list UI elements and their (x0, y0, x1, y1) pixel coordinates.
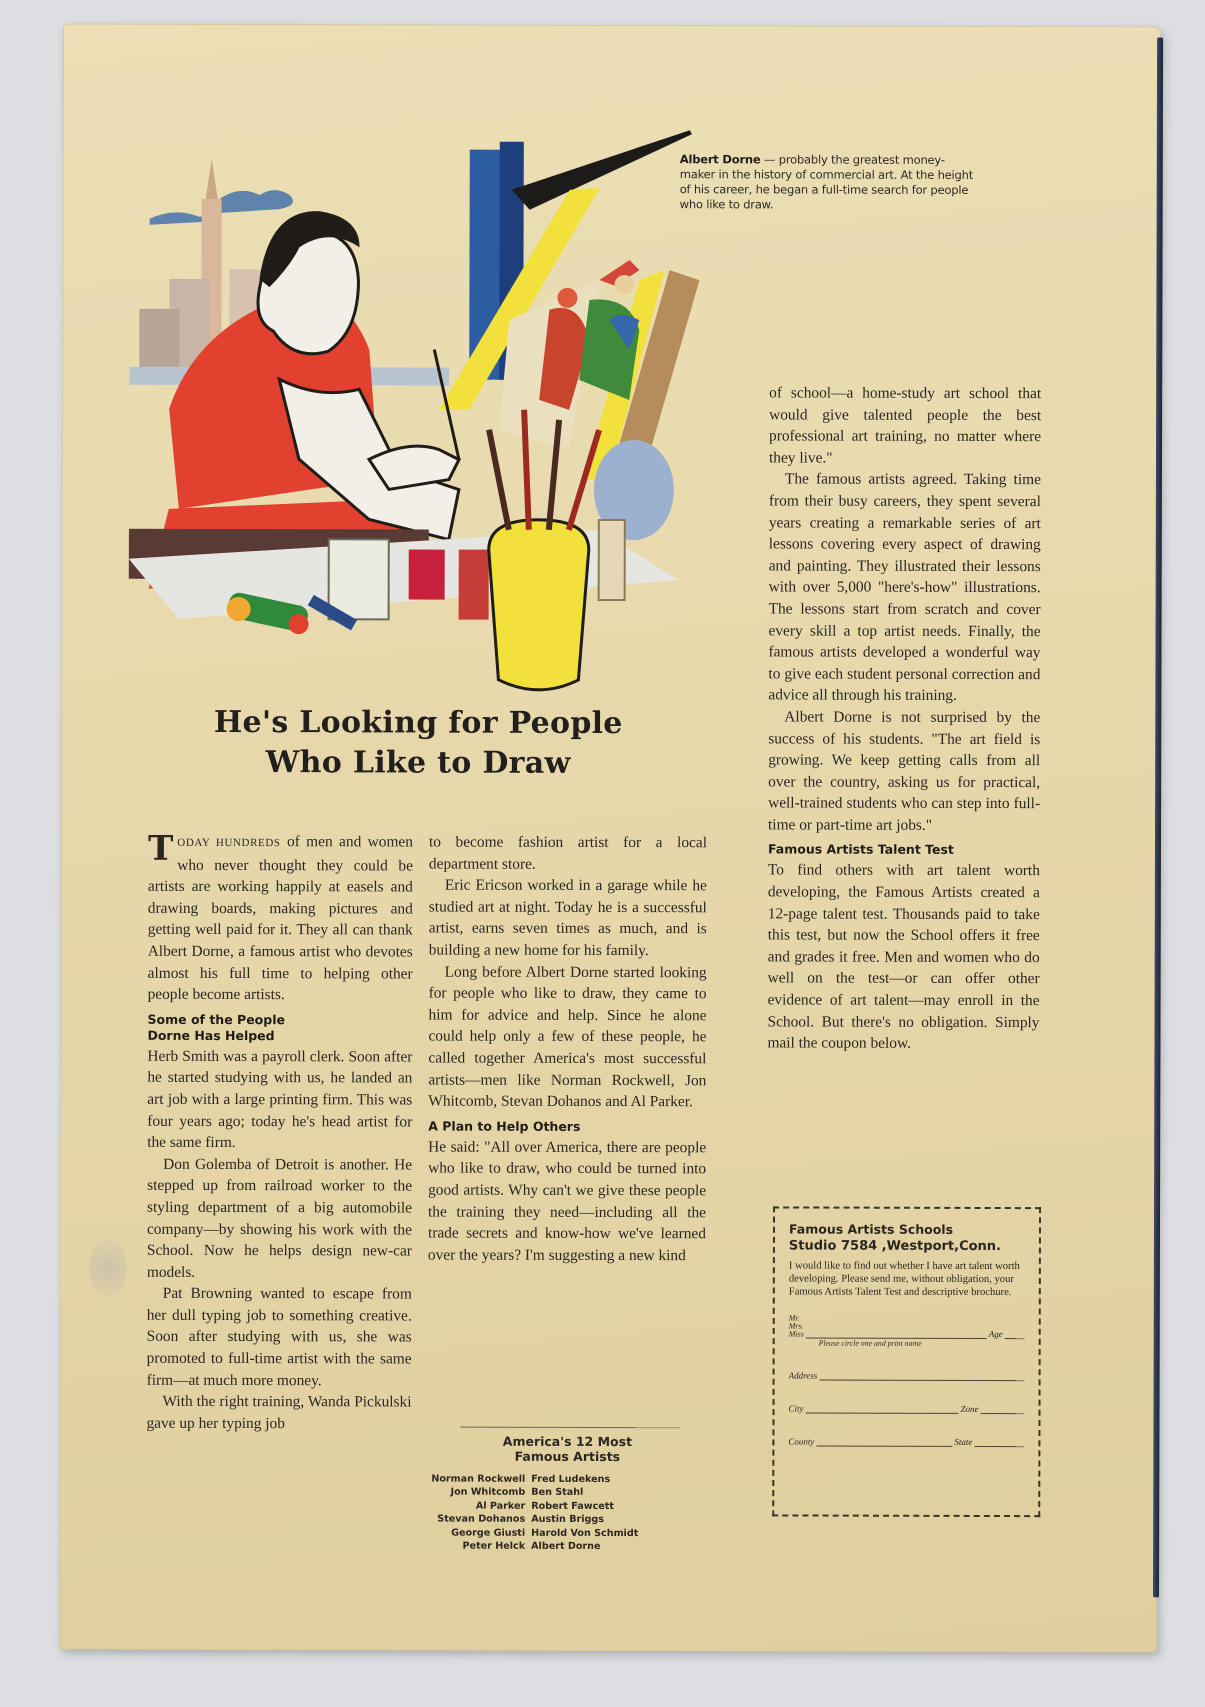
paragraph-he-said: He said: "All over America, there are people who like to draw, who could be turned into good artists. Why can't we give these people the training they need—including all the trade secrets and know-how we've learned over the years? I'm suggesting a new kind (427, 1138, 707, 1264)
paragraph-eric-ericson: Eric Ericson worked in a garage while he studied art at night. Today he is a successful artist, earns seven times as much, and is building a new home for his family. (428, 876, 707, 960)
albert-dorne-illustration (128, 129, 710, 731)
headline-line-2: Who Like to Draw (265, 745, 571, 781)
county-label: County (788, 1436, 815, 1447)
intro-paragraph (147, 828, 413, 1006)
section-heading-talent-test: Famous Artists Talent Test (767, 841, 954, 858)
county-state-field[interactable] (788, 1436, 1026, 1448)
coupon-address: Studio 7584 ,Westport,Conn. (788, 1238, 1002, 1255)
coupon-title: Famous Artists Schools (788, 1221, 954, 1237)
age-label: Age (988, 1329, 1003, 1340)
artist-name: Albert Dorne (531, 1540, 601, 1553)
paper-stain (89, 1238, 127, 1298)
artist-row (428, 1473, 641, 1487)
artist-name: Ben Stahl (531, 1487, 584, 1499)
name-input-line[interactable] (806, 1328, 987, 1339)
county-input-line[interactable] (816, 1436, 952, 1447)
name-field[interactable] (789, 1315, 1027, 1340)
city-input-line[interactable] (805, 1403, 958, 1414)
caption-text: — probably the greatest money-maker in the history of commercial art. At the height of his career, he began a full-time search for people who like to draw. (679, 152, 974, 212)
title-options: Mr. Mrs. Miss (788, 1313, 804, 1339)
state-input-line[interactable] (974, 1436, 1024, 1447)
artist-name: George Giusti (451, 1527, 526, 1539)
artist-name: Robert Fawcett (531, 1500, 614, 1512)
address-field[interactable] (789, 1370, 1027, 1382)
section-heading-people-helped: Some of the People Dorne Has Helped (147, 1011, 286, 1043)
paragraph-school: of school—a home-study art school that would give talented people the best professional art training, no matter where they live." (768, 384, 1042, 467)
address-input-line[interactable] (819, 1370, 1024, 1382)
headline (158, 703, 678, 784)
famous-artists-box (432, 1427, 702, 1554)
age-input-line[interactable] (1005, 1328, 1025, 1339)
artist-name: Peter Helck (462, 1540, 526, 1552)
artist-name: Austin Briggs (531, 1514, 605, 1526)
caption-name: Albert Dorne (679, 152, 761, 167)
artist-name: Fred Ludekens (531, 1473, 611, 1486)
divider (460, 1427, 680, 1429)
coupon-body: I would like to find out whether I have art talent worth developing. Please send me, without obligation, your Famous Artists Talent Test and descriptive brochure. (788, 1260, 1020, 1298)
paragraph-talent-test: To find others with art talent worth developing, the Famous Artists created a 12-page talent test. Thousands paid to take this test, but now the School offers it free and grades it free. Men and women who do well on the test—or can offer other evidence of art talent—may enroll in the School. But there's no obligation. Simply mail the coupon below. (767, 861, 1040, 1053)
zone-label: Zone (960, 1404, 979, 1415)
circle-note: Please circle one and print name (818, 1338, 922, 1349)
paragraph-fashion-artist: to become fashion artist for a local department store. (428, 833, 708, 873)
artist-row (428, 1526, 641, 1540)
artist-name: Al Parker (475, 1500, 526, 1512)
headline-line-1: He's Looking for People (213, 704, 623, 742)
mail-coupon[interactable] (772, 1206, 1041, 1517)
section-heading-plan: A Plan to Help Others (428, 1118, 581, 1134)
intro-text: of men and women who never thought they could be artists are working happily at easels and drawing boards, making pictures and getting well paid for it. They all can thank Albert Dorne, a famous artist who devotes almost his full time to helping other people become artists. (147, 833, 413, 1004)
artist-name: Norman Rockwell (431, 1473, 526, 1485)
state-label: State (954, 1437, 973, 1448)
intro-smallcaps: ODAY HUNDREDS (177, 836, 281, 850)
city-zone-field[interactable] (788, 1403, 1026, 1415)
artist-name: Stevan Dohanos (437, 1513, 526, 1525)
zone-input-line[interactable] (980, 1403, 1024, 1414)
artist-name: Jon Whitcomb (450, 1486, 526, 1499)
illustration-caption (680, 152, 980, 213)
paragraph-herb-smith: Herb Smith was a payroll clerk. Soon after he started studying with us, he landed an art job with a large printing firm. This was four years ago; today he's head artist for the same firm. (147, 1047, 413, 1152)
article-column-3 (767, 382, 1041, 1055)
paragraph-don-golemba: Don Golemba of Detroit is another. He stepped up from railroad worker to the styling department of a big automobile company—by showing his work with the School. Now he helps design new-car models. (146, 1155, 413, 1281)
artist-name: Harold Von Schmidt (531, 1527, 639, 1539)
artist-row (428, 1486, 641, 1500)
artist-row (428, 1513, 641, 1527)
paragraph-long-before: Long before Albert Dorne started looking for people who like to draw, they came to him for advice and help. Since he alone could help only a few of these people, he called together America's most successful artists—men like Norman Rockwell, Jon Whitcomb, Stevan Dohanos and Al Parker. (428, 963, 707, 1111)
article-column-1 (146, 828, 413, 1435)
paragraph-pat-browning: Pat Browning wanted to escape from her dull typing job to something creative. Soon after studying with us, she was promoted to full-time artist with the same firm—at much more money. (146, 1285, 412, 1389)
drop-cap: T (147, 828, 174, 869)
paragraph-wanda-pickulski: With the right training, Wanda Pickulski gave up her typing job (146, 1393, 412, 1432)
artist-row (428, 1499, 641, 1513)
address-label: Address (788, 1370, 818, 1381)
article-column-2 (428, 832, 707, 1267)
artist-row (428, 1540, 641, 1554)
artist-figure (129, 211, 460, 590)
city-label: City (788, 1403, 804, 1414)
famous-artists-title: America's 12 Most Famous Artists (502, 1433, 633, 1465)
comic-back-cover-page (60, 25, 1160, 1652)
famous-artists-list (428, 1473, 641, 1554)
paragraph-artists-agreed: The famous artists agreed. Taking time from their busy careers, they spent several years creating a remarkable series of art lessons covering every aspect of drawing and painting. They illustrated their lessons with over 5,000 "here's-how" illustrations. The lessons start from scratch and cover every skill a top artist needs. Finally, the famous artists developed a wonderful way to give each student personal correction and advice all through his training. (768, 470, 1041, 705)
paragraph-not-surprised: Albert Dorne is not surprised by the success of his students. "The art field is growing. We keep getting calls from all over the country, asking us for practical, well-trained students who can step into full-time or part-time art jobs." (768, 708, 1041, 834)
